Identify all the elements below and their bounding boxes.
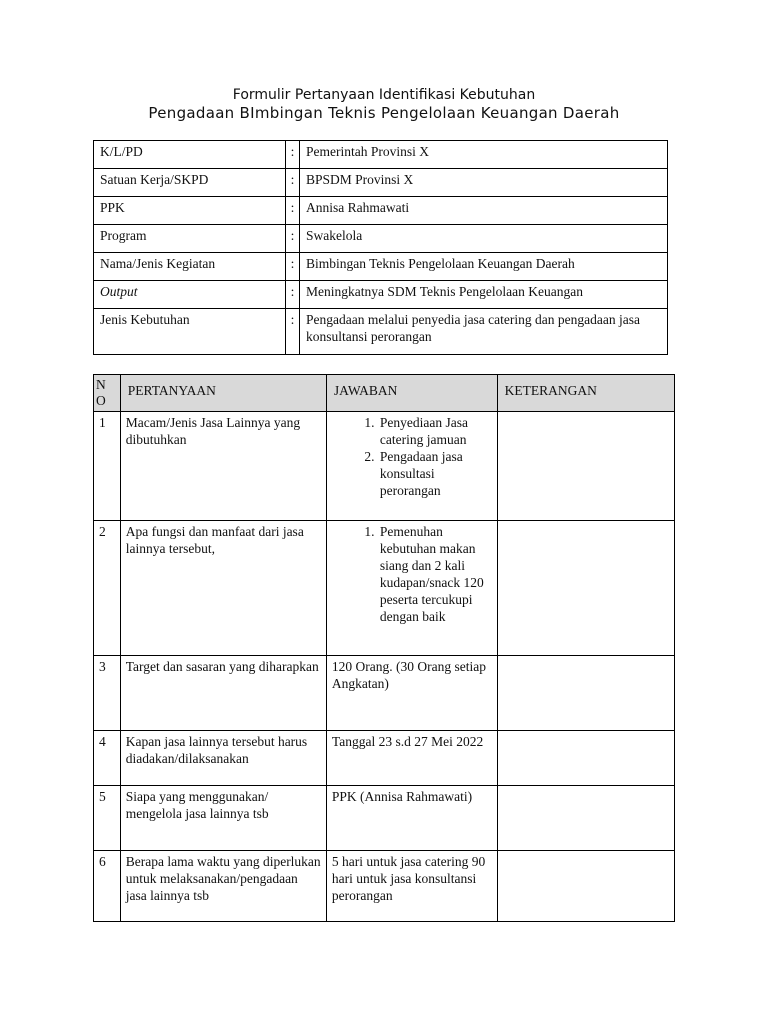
table-row — [94, 521, 675, 656]
row-question: Macam/Jenis Jasa Lainnya yang dibutuhkan — [120, 412, 326, 521]
info-separator: : — [286, 225, 300, 253]
row-note — [497, 786, 674, 851]
info-value: BPSDM Provinsi X — [300, 169, 668, 197]
answer-list — [332, 414, 492, 499]
info-row — [94, 225, 668, 253]
info-separator: : — [286, 169, 300, 197]
form-title: Formulir Pertanyaan Identifikasi Kebutuhan — [232, 87, 536, 103]
header-answer: JAWABAN — [326, 375, 497, 412]
table-row — [94, 786, 675, 851]
info-label: Nama/Jenis Kegiatan — [94, 253, 286, 281]
answer-list-item: 1. Pemenuhan kebutuhan makan siang dan 2 kali kudapan/snack 120 peserta tercukupi dengan baik — [378, 523, 492, 625]
info-value: Swakelola — [300, 225, 668, 253]
row-answer: 5 hari untuk jasa catering 90 hari untuk jasa konsultansi perorangan — [326, 851, 497, 922]
row-question: Target dan sasaran yang diharapkan — [120, 656, 326, 731]
row-answer — [326, 521, 497, 656]
info-value: Annisa Rahmawati — [300, 197, 668, 225]
info-separator: : — [286, 309, 300, 355]
info-separator: : — [286, 141, 300, 169]
info-row — [94, 169, 668, 197]
info-value: Bimbingan Teknis Pengelolaan Keuangan Daerah — [300, 253, 668, 281]
info-table — [93, 140, 668, 355]
row-number: 3 — [94, 656, 121, 731]
info-separator: : — [286, 197, 300, 225]
info-value: Meningkatnya SDM Teknis Pengelolaan Keuangan — [300, 281, 668, 309]
row-number: 5 — [94, 786, 121, 851]
info-label: Output — [94, 281, 286, 309]
row-number: 2 — [94, 521, 121, 656]
row-question: Kapan jasa lainnya tersebut harus diadakan/dilaksanakan — [120, 731, 326, 786]
row-note — [497, 851, 674, 922]
info-label: Jenis Kebutuhan — [94, 309, 286, 355]
info-row — [94, 141, 668, 169]
answer-list-item: 2. Pengadaan jasa konsultasi perorangan — [378, 448, 492, 499]
answer-list — [332, 523, 492, 625]
form-subtitle: Pengadaan BImbingan Teknis Pengelolaan Keuangan Daerah — [148, 104, 620, 122]
row-number: 6 — [94, 851, 121, 922]
row-note — [497, 412, 674, 521]
row-answer: Tanggal 23 s.d 27 Mei 2022 — [326, 731, 497, 786]
info-row — [94, 253, 668, 281]
row-note — [497, 656, 674, 731]
header-question: PERTANYAAN — [120, 375, 326, 412]
info-row — [94, 309, 668, 355]
table-row — [94, 656, 675, 731]
row-answer — [326, 412, 497, 521]
info-label: PPK — [94, 197, 286, 225]
row-question: Siapa yang menggunakan/ mengelola jasa lainnya tsb — [120, 786, 326, 851]
info-value: Pengadaan melalui penyedia jasa catering dan pengadaan jasa konsultansi perorangan — [300, 309, 668, 355]
question-table — [93, 374, 675, 922]
info-row — [94, 197, 668, 225]
row-answer: 120 Orang. (30 Orang setiap Angkatan) — [326, 656, 497, 731]
info-value: Pemerintah Provinsi X — [300, 141, 668, 169]
info-label: Satuan Kerja/SKPD — [94, 169, 286, 197]
table-header-row — [94, 375, 675, 412]
table-row — [94, 412, 675, 521]
row-number: 1 — [94, 412, 121, 521]
table-row — [94, 731, 675, 786]
info-separator: : — [286, 253, 300, 281]
row-question: Berapa lama waktu yang diperlukan untuk melaksanakan/pengadaan jasa lainnya tsb — [120, 851, 326, 922]
info-label: Program — [94, 225, 286, 253]
row-question: Apa fungsi dan manfaat dari jasa lainnya tersebut, — [120, 521, 326, 656]
row-answer: PPK (Annisa Rahmawati) — [326, 786, 497, 851]
header-note: KETERANGAN — [497, 375, 674, 412]
answer-list-item: 1. Penyediaan Jasa catering jamuan — [378, 414, 492, 448]
row-number: 4 — [94, 731, 121, 786]
header-no: N O — [94, 375, 121, 412]
table-row — [94, 851, 675, 922]
row-note — [497, 521, 674, 656]
info-label: K/L/PD — [94, 141, 286, 169]
info-row — [94, 281, 668, 309]
row-note — [497, 731, 674, 786]
info-separator: : — [286, 281, 300, 309]
